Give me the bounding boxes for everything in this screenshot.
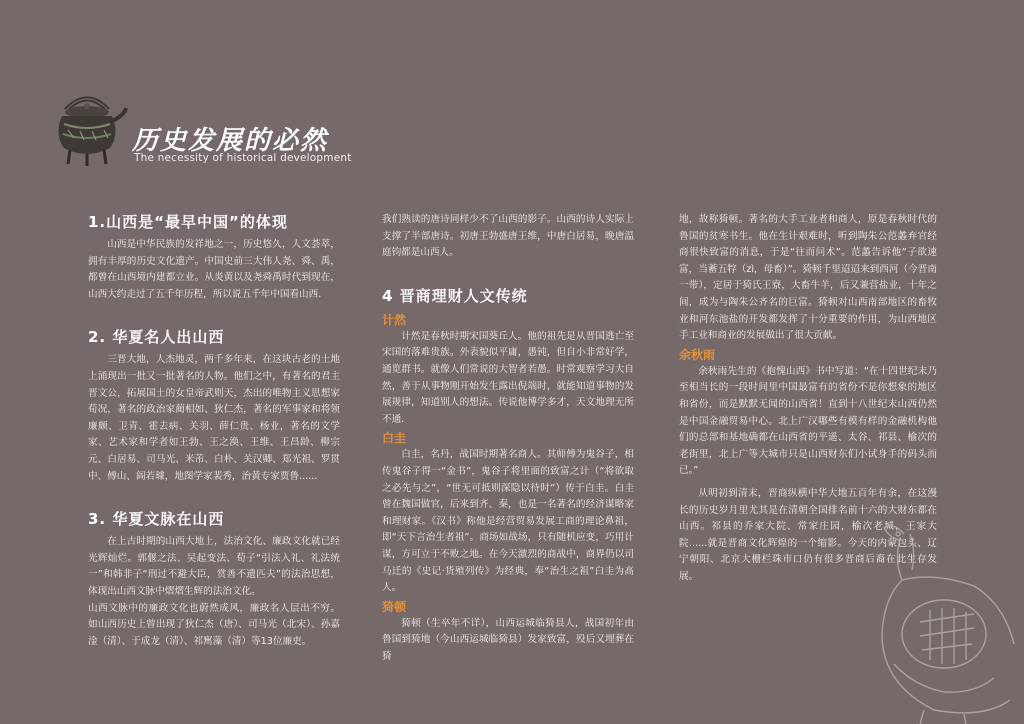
paragraph: 我们熟读的唐诗同样少不了山西的影子。山西的诗人实际上支撑了半部唐诗。初唐王勃盛唐王维，中唐白居易，晚唐温庭钧都是山西人。: [382, 214, 634, 259]
paragraph: 山西文脉中的廉政文化也蔚然成风，廉政名人层出不穷。 如山西历史上曾出现了狄仁杰（唐）、司马光（北宋）、孙嘉淦（清）、于成龙（清）、祁寯藻（清）等13位廉吏。: [88, 602, 340, 647]
paragraph: 山西是中华民族的发祥地之一，历史悠久，人文荟萃，拥有丰厚的历史文化遗产。中国史前三大伟人尧、舜、禹，都曾在山西境内建都立业。从炎黄以及尧舜禹时代到现在，山西大约走过了五千年历程，所以说五千年中国看山西.: [88, 239, 340, 300]
paragraph: 三晋大地，人杰地灵，两千多年来，在这块古老的土地上涌现出一批又一批著名的人物。他们之中，有著名的君主晋文公，拓展国土的女皇帝武则天，杰出的唯物主义思想家荀况，著名的政治家蔺相如、狄仁杰，著名的军事家和将领廉颇、卫青、霍去病、关羽、薛仁贵、杨业，著名的文学家、艺术家和学者如王勃、王之涣、王维、王昌龄、柳宗元、白居易、司马光、米芾、白朴、关汉卿、郑光祖、罗贯中、傅山、阎若璩，地图学家裴秀，治黄专家贾鲁......: [88, 354, 340, 482]
page-header: [44, 84, 364, 174]
paragraph: 计然是春秋时期宋国葵丘人。他的祖先是从晋国逃亡至宋国的落难贵族。外表貌似平庸，愚钝，但自小非常好学，通览群书。就像人们常说的大智者若愚。时常观察学习大自然，善于从事物刚开始发生露出倪端时，就能知道事物的发展规律，知道别人的想法。传说他博学多才，天文地理无所不通.: [382, 330, 634, 425]
bronze-bird-vessel-icon: [824, 514, 1024, 724]
section-title: 4 晋商理财人文传统: [382, 286, 528, 305]
person-name: 计然: [382, 312, 407, 327]
paragraph: 地，故称猗顿。著名的大手工业者和商人，原是春秋时代的鲁国的贫寒书生。他在生计艰难时，听到陶朱公范蠡弃官经商很快致富的消息，于是“往而问术”。范蠡告诉他“子欲速富，当蓄五牸（zì，母畜）”。猗顿千里迢迢来到西河（今晋南一带），定居于猗氏王寮，大畜牛羊，后又兼营盐业，十年之间，成为与陶朱公齐名的巨富。猗顿对山西南部地区的畜牧业和河东池盐的开发都发挥了十分重要的作用，为山西地区手工业和商业的发展做出了很大贡献。: [679, 214, 937, 342]
section-title: 2. 华夏名人出山西: [88, 328, 225, 347]
person-name: 猗顿: [382, 599, 407, 614]
paragraph: 余秋雨先生的《抱愧山西》书中写道：“在十四世纪末乃至相当长的一段时间里中国最富有的省份不是你想象的地区和省份，而是默默无闻的山西省！直到十八世纪末山西仍然是中国金融贸易中心。北上广汉哪些有模有样的金融机构他们的总部和基地确都在山西省的平遥、太谷、祁县、榆次的老街里，北上广等大城市只是山西财东们小试身手的码头而已。”: [679, 365, 937, 477]
page-subtitle: The necessity of historical development: [134, 152, 352, 164]
column-2: [382, 212, 634, 665]
section-title: 3. 华夏文脉在山西: [88, 510, 225, 529]
person-name: 余秋雨: [679, 347, 716, 362]
person-name: 白圭: [382, 431, 407, 446]
section-title: 1.山西是“最早中国”的体现: [88, 213, 288, 231]
bronze-vessel-icon: [44, 84, 130, 170]
page-title: 历史发展的必然: [132, 126, 329, 156]
paragraph: 猗顿（生卒年不详），山西运城临猗县人，战国初年由鲁国到猗地（今山西运城临猗县）发家致富，殁后又埋葬在猗: [382, 617, 634, 662]
paragraph: 在上古时期的山西大地上，法治文化、廉政文化就已经光辉灿烂。郭偃之法、吴起变法、荀子“引法入礼、礼法统一”和韩非子“刑过不避大臣，赏善不遗匹夫”的法治思想，体现出山西文脉中熠熠生辉的法治文化。: [88, 536, 340, 597]
column-1: [88, 212, 340, 650]
paragraph: 从明初到清末，晋商纵横中华大地五百年有余，在这漫长的历史岁月里尤其是在清朝全国排名前十六的大财东都在山西。祁县的乔家大院、常家庄园，榆次老城，王家大院......就是晋商文化辉煌的一个缩影。今天的内蒙包头、辽宁朝阳、北京大栅栏珠市口仍有很多晋商后裔在此生存发展。: [679, 487, 937, 582]
paragraph: 白圭，名丹，战国时期著名商人。其师傅为鬼谷子，相传鬼谷子得一“金书”，鬼谷子将里面的致富之计（“将欲取之必先与之”，“世无可抵则深隐以待时”）传于白圭。白圭曾在魏国做官，后来到齐、秦，也是一名著名的经济谋略家和理财家。《汉书》称他是经营贸易发展工商的理论鼻祖，即“天下言治生者祖”。商场如战场，只有随机应变，巧用计谋，方可立于不败之地。在今天激烈的商战中，商界仍以司马迁的《史记·货殖列传》为经典，奉“治生之祖”白圭为高人。: [382, 449, 634, 594]
